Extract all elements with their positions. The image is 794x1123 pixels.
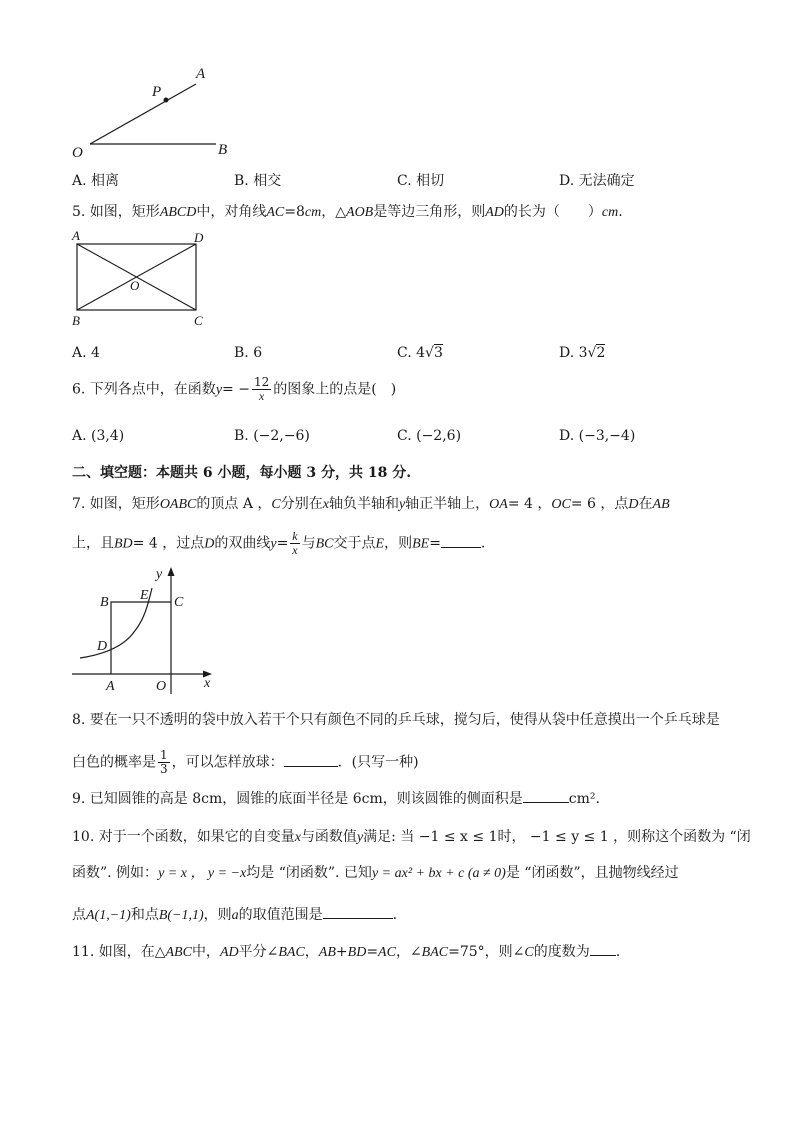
- q6-num: 12: [253, 375, 270, 389]
- label-A: A: [196, 66, 206, 82]
- q5-figure: [66, 226, 226, 332]
- label-D: D: [194, 230, 204, 245]
- q7-t: .: [480, 535, 486, 552]
- q7-figure: [66, 562, 226, 696]
- q5-aob: AOB: [346, 205, 374, 220]
- q7-bd: BD: [114, 536, 133, 552]
- q5-option-c: [397, 344, 443, 362]
- q10-t: 和点: [130, 907, 159, 923]
- q10-a: a: [231, 908, 239, 923]
- label-x: x: [204, 676, 211, 691]
- q6-t: 6. 下列各点中，在函数: [72, 381, 216, 398]
- q10-t: 的取值范围是: [238, 907, 323, 923]
- q8-t: ．(只写一种): [337, 754, 419, 771]
- q9-stem: [72, 790, 600, 808]
- q11-abc: ABC: [165, 945, 192, 960]
- q10-t: 满足: 当 −1 ≤ x ≤ 1时， −1 ≤ y ≤ 1 ，则称这个函数为 “闭: [363, 829, 751, 845]
- q11-t: 的度数为: [533, 944, 590, 960]
- ray-OA: [90, 84, 196, 144]
- q10-examples: y = x ， y = −x: [158, 866, 247, 881]
- q5-t: ，△: [321, 204, 347, 220]
- q11-t: 中，: [191, 944, 220, 960]
- q10-t: ，则: [203, 907, 232, 923]
- q4-option-b: B. 相交: [234, 173, 282, 189]
- label-C: C: [194, 313, 203, 328]
- sqrt-icon: √: [587, 345, 597, 361]
- q6-den: x: [258, 389, 265, 403]
- q8-line1: 8. 要在一只不透明的袋中放入若干个只有颜色不同的乒乓球，搅匀后，使得从袋中任意摸出一个乒乓球是: [72, 712, 720, 728]
- label-B: B: [218, 142, 228, 158]
- q5-rect: ABCD: [159, 205, 197, 220]
- q11-bac2: BAC: [421, 945, 449, 960]
- q11-answer-blank[interactable]: [590, 943, 616, 956]
- q6-option-d: D. (−3,−4): [559, 428, 636, 444]
- q10-y: y: [356, 830, 364, 845]
- q11-t: ，: [304, 944, 319, 960]
- q6-t: 的图象上的点是( ): [273, 381, 397, 398]
- q5-option-d: [559, 344, 605, 362]
- q8-fraction: [158, 749, 170, 776]
- q5-option-a: A. 4: [72, 345, 100, 361]
- q4-option-d: D. 无法确定: [559, 173, 635, 189]
- q5-option-c-rad: 3: [433, 345, 443, 361]
- label-D: D: [97, 639, 108, 654]
- q6-fraction: [252, 376, 271, 403]
- label-O: O: [72, 145, 83, 161]
- q7-t: = 4 ，过点: [132, 535, 205, 552]
- q7-t: 轴负半轴和: [328, 496, 399, 512]
- q7-xden: x: [292, 543, 298, 557]
- q7-y2: y: [270, 536, 277, 552]
- q5-cm2: cm: [601, 205, 619, 220]
- sqrt-icon: √: [425, 345, 434, 361]
- q10-line3: [72, 906, 397, 925]
- q7-oabc: OABC: [159, 497, 197, 512]
- q9-end: .: [595, 791, 600, 807]
- q11-bd: BD: [347, 945, 367, 960]
- q11-stem: [72, 943, 620, 962]
- q7-be: BE: [412, 536, 430, 552]
- q6-eq: = −: [222, 381, 250, 398]
- q7-t: 的双曲线: [214, 535, 271, 552]
- q6-stem: [72, 376, 396, 403]
- q8-t: ，可以怎样放球：: [171, 754, 284, 771]
- q6-option-c: C. (−2,6): [397, 428, 462, 444]
- label-B: B: [100, 595, 109, 610]
- q7-t: 分别在: [280, 496, 323, 512]
- q7-t: =: [276, 535, 289, 552]
- q5-option-d-rad: 2: [596, 345, 606, 361]
- q8-t: 白色的概率是: [72, 754, 156, 771]
- label-C: C: [174, 595, 184, 610]
- label-E: E: [140, 588, 149, 603]
- point-P: [164, 98, 169, 103]
- q7-bc: BC: [315, 536, 334, 552]
- q4-figure: [66, 62, 246, 162]
- section-heading: 二、填空题：本题共 6 小题，每小题 3 分，共 18 分.: [72, 465, 412, 481]
- q9-unit: cm²: [568, 791, 596, 807]
- label-O: O: [130, 278, 140, 293]
- q7-t: 7. 如图，矩形: [72, 496, 160, 512]
- q7-d: D: [628, 497, 639, 512]
- q11-t: ，∠: [395, 944, 422, 960]
- q10-quadratic: y = ax² + bx + c (a ≠ 0): [371, 866, 506, 881]
- q11-t: 平分∠: [238, 944, 279, 960]
- q4-option-a: A. 相离: [72, 173, 120, 189]
- q7-fraction: [290, 530, 299, 557]
- q7-t: 交于点: [333, 535, 376, 552]
- q5-option-d-pre: D. 3: [559, 345, 588, 361]
- q10-t: 点: [72, 907, 86, 923]
- q10-point-b: B(−1,1): [158, 908, 204, 923]
- q7-t: = 4 ，: [507, 496, 552, 512]
- q9-t: 9. 已知圆锥的高是 8cm，圆锥的底面半径是 6cm，则该圆锥的侧面积是: [72, 791, 523, 807]
- label-P: P: [152, 84, 162, 100]
- q11-ad: AD: [219, 945, 239, 960]
- q5-t: .: [618, 204, 623, 220]
- rectangle-OABC: [111, 602, 171, 674]
- q7-line1: [72, 495, 670, 514]
- q7-line2: [72, 530, 485, 557]
- q10-answer-blank[interactable]: [323, 906, 393, 919]
- q7-t: 在: [638, 496, 653, 512]
- y-axis-arrow-icon: [168, 567, 175, 576]
- q7-ab: AB: [652, 497, 670, 512]
- q11-t: =75°，则∠: [448, 944, 525, 960]
- q10-t: 均是 “闭函数”. 已知: [246, 865, 372, 881]
- q5-stem: [72, 203, 623, 222]
- q5-option-b: B. 6: [234, 345, 263, 361]
- q7-c: C: [271, 497, 281, 512]
- q10-t: 10. 对于一个函数，如果它的自变量: [72, 829, 295, 845]
- q7-t: = 6 ，点: [570, 496, 629, 512]
- q6-option-a: A. (3,4): [72, 428, 125, 444]
- q5-t: 中，对角线: [196, 204, 267, 220]
- q10-line1: [72, 828, 751, 847]
- q8-den: 3: [160, 762, 168, 776]
- q7-d2: D: [204, 536, 215, 552]
- q7-t: =: [429, 535, 441, 552]
- q11-c: C: [524, 945, 534, 960]
- q5-t: 5. 如图，矩形: [72, 204, 160, 220]
- q11-t: +: [335, 944, 348, 960]
- label-O: O: [156, 679, 167, 694]
- q7-t: ，则: [384, 535, 413, 552]
- q11-ab: AB: [318, 945, 336, 960]
- q10-t: 与函数值: [300, 829, 357, 845]
- q7-e: E: [375, 536, 385, 552]
- q7-answer-blank[interactable]: [441, 535, 481, 548]
- q5-t: 的长为（ ）: [503, 204, 602, 220]
- q5-option-c-pre: C. 4: [397, 345, 426, 361]
- q7-t: 轴正半轴上，: [405, 496, 490, 512]
- label-A: A: [72, 228, 80, 243]
- q11-bac: BAC: [278, 945, 305, 960]
- q10-point-a: A(1,−1): [86, 908, 131, 923]
- q6-option-b: B. (−2,−6): [234, 428, 310, 444]
- q5-t: =8: [284, 204, 305, 220]
- q5-t: 是等边三角形，则: [373, 204, 486, 220]
- q8-line2: [72, 749, 419, 776]
- q7-y: y: [398, 497, 406, 512]
- q5-ac: AC: [266, 205, 285, 220]
- q7-oc: OC: [551, 497, 571, 512]
- q7-oa: OA: [489, 497, 508, 512]
- q4-option-c: C. 相切: [397, 173, 445, 189]
- q11-t: .: [615, 944, 621, 960]
- q7-k: k: [292, 529, 298, 543]
- q11-t: =: [366, 944, 379, 960]
- q8-answer-blank[interactable]: [284, 754, 338, 767]
- q10-line2: [72, 864, 679, 883]
- q6-y: y: [215, 382, 223, 398]
- label-A: A: [106, 679, 115, 694]
- q7-x: x: [322, 497, 329, 512]
- q7-t: 上，且: [72, 535, 114, 552]
- q11-ac: AC: [378, 945, 396, 960]
- label-B: B: [72, 313, 80, 328]
- label-y: y: [156, 567, 163, 582]
- q10-t: .: [392, 907, 398, 923]
- q7-t: 的顶点 A ，: [196, 496, 272, 512]
- q7-t: 与: [301, 535, 316, 552]
- q11-t: 11. 如图，在△: [72, 944, 166, 960]
- q9-answer-blank[interactable]: [523, 790, 569, 803]
- q10-t: 是 “闭函数”，且抛物线经过: [505, 865, 679, 881]
- q10-t: 函数”. 例如：: [72, 865, 159, 881]
- q8-num: 1: [160, 748, 168, 762]
- q5-cm: cm: [304, 205, 322, 220]
- q10-x: x: [294, 830, 301, 845]
- q5-ad: AD: [485, 205, 504, 220]
